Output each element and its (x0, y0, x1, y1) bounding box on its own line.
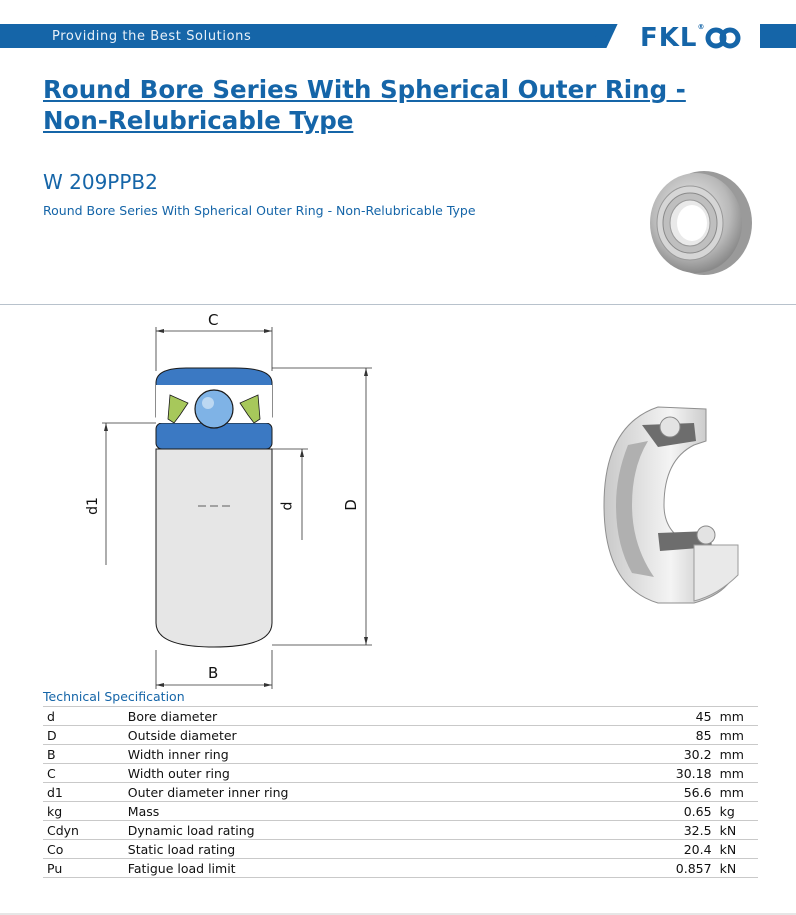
spec-table (43, 706, 758, 878)
bearing-photo (644, 168, 754, 278)
spec-symbol: D (43, 726, 124, 745)
spec-value: 32.5 (576, 821, 717, 840)
spec-unit: kN (718, 821, 758, 840)
tagline: Providing the Best Solutions (52, 29, 252, 44)
bearing-cutaway-render (598, 405, 744, 605)
spec-description: Bore diameter (124, 707, 576, 726)
spec-unit: mm (718, 707, 758, 726)
spec-description: Outer diameter inner ring (124, 783, 576, 802)
spec-symbol: Cdyn (43, 821, 124, 840)
table-row (43, 783, 758, 802)
product-subtitle: Round Bore Series With Spherical Outer Ring - Non-Relubricable Type (43, 203, 476, 218)
spec-symbol: Co (43, 840, 124, 859)
spec-unit: kN (718, 840, 758, 859)
spec-description: Width inner ring (124, 745, 576, 764)
spec-symbol: Pu (43, 859, 124, 878)
table-row (43, 821, 758, 840)
product-code: W 209PPB2 (43, 170, 158, 194)
spec-value: 56.6 (576, 783, 717, 802)
spec-symbol: d1 (43, 783, 124, 802)
spec-description: Static load rating (124, 840, 576, 859)
spec-symbol: kg (43, 802, 124, 821)
dim-label-c: C (208, 311, 219, 329)
spec-value: 0.65 (576, 802, 717, 821)
spec-value: 0.857 (576, 859, 717, 878)
spec-unit: kN (718, 859, 758, 878)
table-row (43, 745, 758, 764)
spec-value: 85 (576, 726, 717, 745)
spec-unit: mm (718, 745, 758, 764)
spec-unit: mm (718, 764, 758, 783)
spec-unit: mm (718, 726, 758, 745)
table-row (43, 764, 758, 783)
spec-symbol: d (43, 707, 124, 726)
spec-value: 30.18 (576, 764, 717, 783)
table-row (43, 726, 758, 745)
logo-infinity-icon (705, 27, 741, 49)
spec-description: Mass (124, 802, 576, 821)
spec-heading: Technical Specification (43, 689, 185, 704)
logo-text: FKL (640, 23, 698, 53)
spec-symbol: C (43, 764, 124, 783)
dim-label-b: B (208, 664, 219, 682)
brand-logo[interactable] (640, 23, 741, 53)
table-row (43, 859, 758, 878)
page-title: Round Bore Series With Spherical Outer Ring - Non-Relubricable Type (43, 75, 686, 135)
table-row (43, 802, 758, 821)
spec-description: Width outer ring (124, 764, 576, 783)
spec-description: Outside diameter (124, 726, 576, 745)
dim-label-d1: d1 (84, 497, 101, 515)
dim-label-D: D (341, 499, 360, 511)
logo-registered: ® (697, 23, 706, 31)
spec-description: Dynamic load rating (124, 821, 576, 840)
technical-drawing (80, 305, 400, 690)
dim-label-d: d (279, 501, 296, 511)
spec-symbol: B (43, 745, 124, 764)
spec-unit: mm (718, 783, 758, 802)
spec-value: 30.2 (576, 745, 717, 764)
spec-value: 45 (576, 707, 717, 726)
table-row (43, 707, 758, 726)
spec-unit: kg (718, 802, 758, 821)
spec-description: Fatigue load limit (124, 859, 576, 878)
table-row (43, 840, 758, 859)
header-band-right (760, 24, 796, 48)
spec-value: 20.4 (576, 840, 717, 859)
